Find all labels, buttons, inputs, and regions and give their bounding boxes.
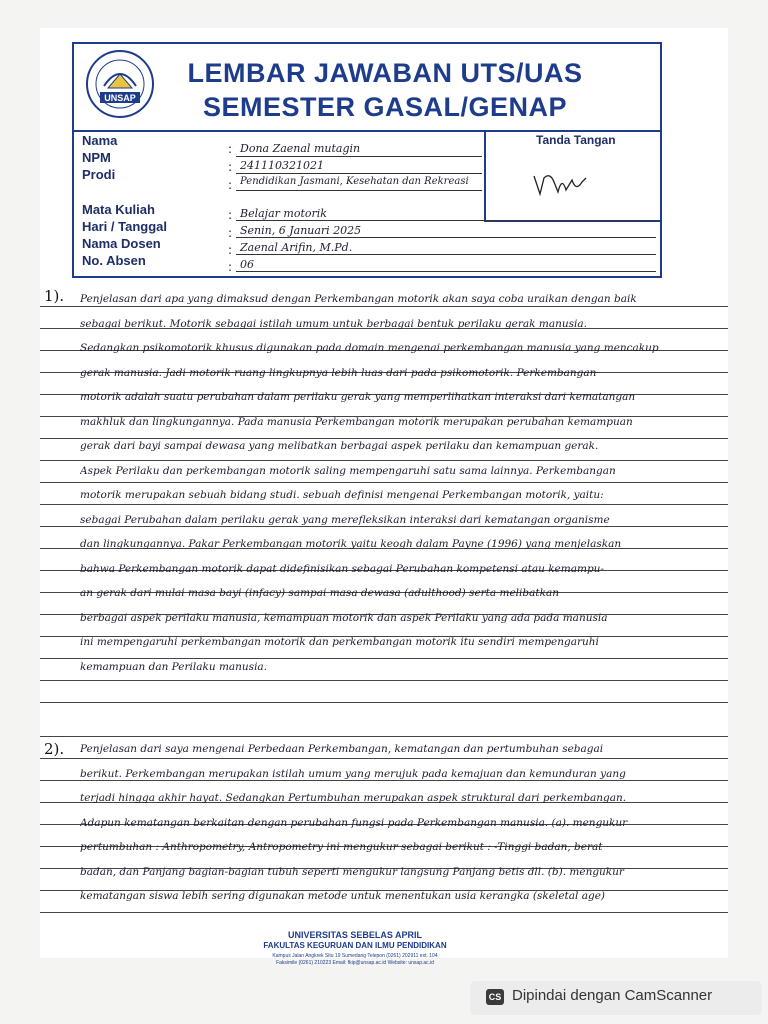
label-npm: NPM: [82, 150, 111, 165]
underline: [236, 237, 656, 238]
colon: :: [228, 160, 233, 174]
answer-line: an gerak dari mulai masa bayi (infacy) sampai masa dewasa (adulthood) serta melibatkan: [80, 587, 559, 599]
colon: :: [228, 243, 233, 257]
answer-line: kemampuan dan Perilaku manusia.: [80, 660, 268, 673]
answer-line: kematangan siswa lebih sering digunakan metode untuk menentukan usia kerangka (skeletal age): [80, 890, 606, 902]
sheet-title: LEMBAR JAWABAN UTS/UAS: [187, 58, 583, 88]
answer-line: sebagai berikut. Motorik sebagai istilah umum untuk berbagai bentuk perilaku gerak manusia.: [80, 317, 587, 330]
colon: :: [228, 226, 233, 240]
footer-contact: Faksimile (0261) 210223 Email: fkip@unsap.ac.id Website: unsap.ac.id: [276, 960, 434, 966]
answer-1-number: 1).: [44, 287, 65, 305]
ruled-line: [40, 526, 728, 527]
ruled-line: [40, 438, 728, 439]
logo-text: UNSAP: [104, 93, 136, 103]
answer-2-number: 2).: [44, 740, 65, 758]
scanner-badge-text: Dipindai dengan CamScanner: [512, 987, 713, 1004]
ruled-line: [40, 482, 728, 483]
answer-line: ini mempengaruhi perkembangan motorik dan perkembangan motorik itu sendiri mempengaruhi: [80, 636, 599, 648]
value-hari-tanggal: Senin, 6 Januari 2025: [240, 224, 362, 237]
label-nama-dosen: Nama Dosen: [82, 236, 161, 251]
colon: :: [228, 142, 233, 156]
answer-line: dan lingkungannya. Pakar Perkembangan motorik yaitu keogh dalam Payne (1996) yang menjelaskan: [80, 538, 622, 550]
footer-university: UNIVERSITAS SEBELAS APRIL: [287, 930, 422, 940]
value-npm: 241110321021: [240, 159, 324, 172]
answer-line: badan, dan Panjang bagian-bagian tubuh seperti mengukur langsung Panjang betis dll. (b). mengukur: [80, 865, 624, 878]
signature-label: Tanda Tangan: [536, 133, 616, 147]
answer-line: motorik adalah suatu perubahan dalam perilaku gerak yang memperlihatkan interaksi dari kematangan: [80, 391, 636, 403]
label-nama: Nama: [82, 133, 118, 148]
underline: [236, 220, 656, 221]
value-nama-dosen: Zaenal Arifin, M.Pd.: [240, 241, 353, 254]
underline: [236, 271, 656, 272]
answer-line: Aspek Perilaku dan perkembangan motorik saling mempengaruhi satu sama lainnya. Perkembangan: [80, 464, 616, 477]
footer-faculty: FAKULTAS KEGURUAN DAN ILMU PENDIDIKAN: [263, 941, 447, 950]
label-no-absen: No. Absen: [82, 253, 146, 268]
answer-line: Adapun kematangan berkaitan dengan perubahan fungsi pada Perkembangan manusia. (a). mengukur: [80, 816, 628, 829]
ruled-line: [40, 780, 728, 781]
colon: :: [228, 208, 233, 222]
ruled-line: [40, 504, 728, 505]
camscanner-icon: CS: [486, 989, 504, 1005]
ruled-line: [40, 658, 728, 659]
answer-line: pertumbuhan : Anthropometry, Antropometry ini mengukur sebagai berikut : -Tinggi badan, berat: [80, 841, 603, 853]
value-nama: Dona Zaenal mutagin: [240, 142, 361, 155]
answer-line: berbagai aspek perilaku manusia, kemampuan motorik dan aspek Perilaku yang ada pada manusia: [80, 611, 608, 624]
underline: [236, 190, 482, 191]
label-hari-tanggal: Hari / Tanggal: [82, 219, 167, 234]
answer-line: Penjelasan dari apa yang dimaksud dengan Perkembangan motorik akan saya coba uraikan dengan baik: [80, 293, 637, 305]
underline: [236, 173, 482, 174]
answer-line: sebagai Perubahan dalam perilaku gerak yang merefleksikan interaksi dari kematangan organisme: [80, 513, 610, 526]
ruled-line: [40, 702, 728, 703]
colon: :: [228, 178, 233, 192]
ruled-line: [40, 460, 728, 461]
sheet-subtitle: SEMESTER GASAL/GENAP: [202, 92, 568, 122]
answer-line: terjadi hingga akhir hayat. Sedangkan Pertumbuhan merupakan aspek struktural dari perkembangan.: [80, 792, 627, 804]
university-logo: [84, 48, 156, 120]
value-prodi: Pendidikan Jasmani, Kesehatan dan Rekreasi: [240, 176, 469, 187]
answer-line: berikut. Perkembangan merupakan istilah umum yang merujuk pada kemajuan dan kemunduran yang: [80, 767, 626, 780]
underline: [236, 156, 482, 157]
footer-address: Kampus Jalan Angkrek Situ 19 Sumedang Telepon (0261) 202911 ext. 104: [272, 953, 438, 959]
answer-line: bahwa Perkembangan motorik dapat didefinisikan sebagai Perubahan kompetensi atau kemampu-: [80, 562, 604, 575]
answer-line: gerak manusia. Jadi motorik ruang lingkupnya lebih luas dari pada psikomotorik. Perkembangan: [80, 366, 597, 379]
answer-line: Sedangkan psikomotorik khusus digunakan pada domain mengenai perkembangan manusia yang mencakup: [80, 342, 659, 354]
ruled-line: [40, 306, 728, 307]
ruled-line: [40, 736, 728, 737]
handwritten-signature: [530, 168, 590, 202]
answer-line: makhluk dan lingkungannya. Pada manusia Perkembangan motorik merupakan perubahan kemampuan: [80, 415, 633, 428]
ruled-line: [40, 912, 728, 913]
value-mata-kuliah: Belajar motorik: [240, 207, 327, 220]
answer-line: motorik merupakan sebuah bidang studi. sebuah definisi mengenai Perkembangan motorik, yaitu:: [80, 489, 604, 501]
label-mata-kuliah: Mata Kuliah: [82, 202, 155, 217]
answer-line: Penjelasan dari saya mengenai Perbedaan Perkembangan, kematangan dan pertumbuhan sebagai: [80, 743, 604, 755]
value-no-absen: 06: [240, 258, 254, 271]
label-prodi: Prodi: [82, 167, 116, 182]
ruled-line: [40, 758, 728, 759]
ruled-line: [40, 680, 728, 681]
answer-line: gerak dari bayi sampai dewasa yang melibatkan berbagai aspek perilaku dan kemampuan gerak.: [80, 440, 599, 452]
colon: :: [228, 260, 233, 274]
underline: [236, 254, 656, 255]
